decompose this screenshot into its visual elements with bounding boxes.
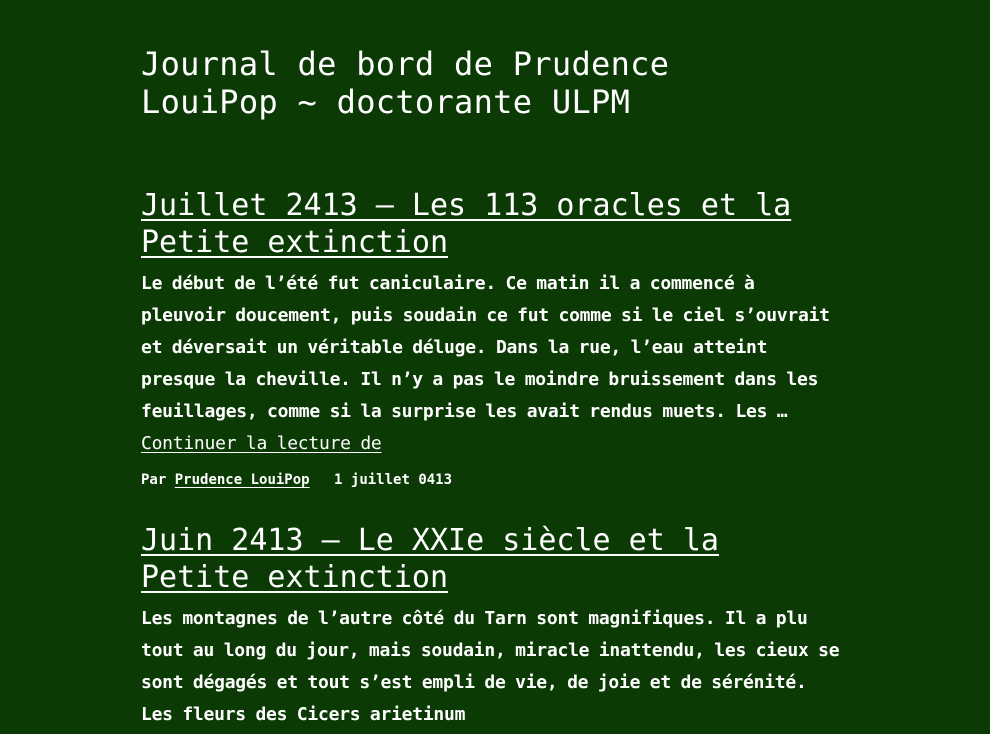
post: [141, 187, 841, 490]
site-title: Journal de bord de Prudence LouiPop ~ doctorante ULPM: [141, 45, 670, 121]
byline-label: Par: [141, 472, 167, 488]
post-title: [141, 522, 841, 596]
post-excerpt: [141, 268, 841, 460]
post-title: [141, 187, 841, 261]
post-excerpt-text: Les montagnes de l’autre côté du Tarn sont magnifiques. Il a plu tout au long du jour, mais soudain, miracle inattendu, les cieux se sont dégagés et tout s’est empli de vie, de joie et de sérénité. Les fleurs des Cicers arietinum: [141, 608, 840, 725]
post-excerpt: [141, 603, 841, 731]
author-link[interactable]: Prudence LouiPop: [174, 472, 310, 488]
main-content: [141, 45, 841, 731]
post-title-link[interactable]: Juillet 2413 – Les 113 oracles et la Petite extinction: [141, 188, 792, 260]
read-more-link[interactable]: Continuer la lecture de: [141, 433, 382, 454]
post-date: 1 juillet 0413: [334, 472, 453, 488]
post: [141, 522, 841, 731]
post-excerpt-text: Le début de l’été fut caniculaire. Ce matin il a commencé à pleuvoir doucement, puis soudain ce fut comme si le ciel s’ouvrait et déversait un véritable déluge. Dans la rue, l’eau atteint presque la cheville. Il n’y a pas le moindre bruissement dans les feuillages, comme si la surprise les avait rendus muets. Les …: [141, 273, 830, 422]
post-meta: [141, 470, 841, 490]
post-title-link[interactable]: Juin 2413 – Le XXIe siècle et la Petite extinction: [141, 523, 719, 595]
